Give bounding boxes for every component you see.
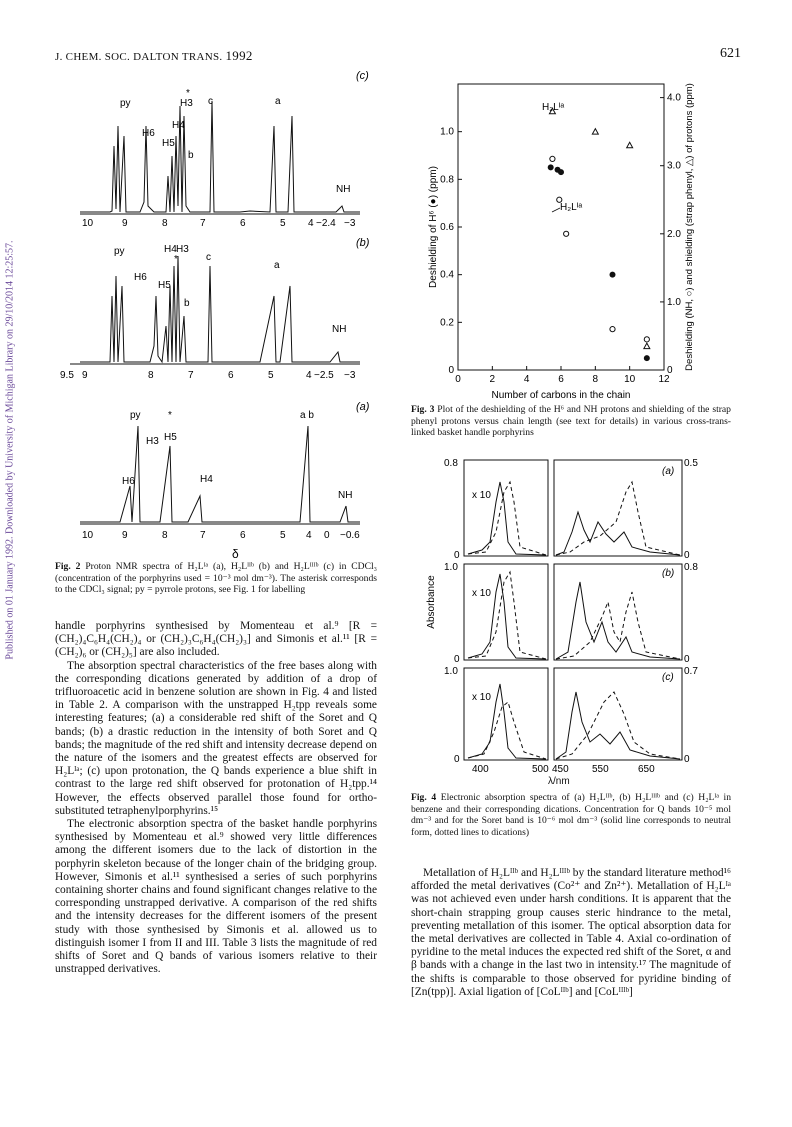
tick-a-5: 5: [280, 530, 286, 541]
fig3-xlabel: Number of carbons in the chain: [491, 390, 631, 398]
label-star-b: *: [174, 254, 178, 265]
fig3-ytick-label: 0.6: [440, 222, 454, 233]
fig3-point-nh: [550, 156, 555, 161]
tick-c-1: 9: [122, 218, 128, 229]
label-nh-b: NH: [332, 324, 347, 335]
running-header: [55, 48, 253, 64]
fig3-annotation-leader: [552, 208, 560, 212]
fig4-b-soret-dication: [468, 572, 546, 659]
label-star-c: *: [186, 88, 190, 99]
fig4-b-left-top: 1.0: [444, 562, 458, 573]
page-number: 621: [720, 46, 741, 61]
tick-c-2: 8: [162, 218, 168, 229]
fig4-xtick-550: 550: [592, 764, 609, 772]
panel-b-tag: (b): [356, 237, 370, 249]
fig3-point-strap-phenyl: [592, 129, 598, 135]
fig3-annotation-2: H₂Lᴵᵃ: [560, 202, 583, 213]
fig4-a-q-dication: [556, 482, 680, 555]
fig4-xtick-650: 650: [638, 764, 655, 772]
label-nh-a: NH: [338, 490, 353, 501]
panel-c-tag: (c): [356, 70, 369, 82]
fig4-xtick-400: 400: [472, 764, 489, 772]
spectrum-a: [80, 426, 360, 522]
fig4-ylabel: Absorbance: [426, 575, 437, 629]
fig4-b-left-bottom: 0: [454, 654, 460, 665]
fig3-point-nh: [610, 327, 615, 332]
label-h6-a: H6: [122, 476, 135, 487]
fig4-frame-a-left: [464, 460, 548, 556]
fig3-xtick-label: 10: [624, 374, 636, 385]
label-b-c: b: [188, 150, 194, 161]
tick-a-2: 8: [162, 530, 168, 541]
tick-b-3: 7: [188, 370, 194, 381]
label-h4-c: H4: [172, 120, 185, 131]
tick-b-8: −3: [344, 370, 356, 381]
journal-year: 1992: [225, 48, 253, 63]
fig3-y2tick-label: 3.0: [667, 160, 681, 172]
fig3-point-strap-phenyl: [644, 343, 650, 349]
label-ab-a: a b: [300, 410, 314, 421]
label-py-a: py: [130, 410, 141, 421]
journal-name: J. CHEM. SOC. DALTON TRANS.: [55, 51, 223, 63]
fig2-caption-text: Proton NMR spectra of H₂Lᴵᵃ (a), H₂Lᴵᴵᵇ (b) and H₂Lᴵᴵᴵᵇ (c) in CDCl₃ (concentration of the porphyrins used = 10⁻³ mol dm⁻³). The asterisk corresponds to the CDCl₃ signal; py = pyrrole protons, see Fig. 1 for labelling: [55, 561, 377, 596]
tick-c-3: 7: [200, 218, 206, 229]
fig3-y2tick-label: 4.0: [667, 92, 681, 104]
tick-c-5: 5: [280, 218, 286, 229]
provenance-text: Published on 01 January 1992. Downloaded by University of Michigan Library on 29/10/2014 12:25:57.: [4, 240, 16, 660]
fig4-c-left-bottom: 0: [454, 754, 460, 765]
fig4-c-right-top: 0.7: [684, 666, 698, 677]
label-nh-c: NH: [336, 184, 351, 195]
label-c-b: c: [206, 252, 211, 263]
fig3-xtick-label: 12: [658, 374, 670, 385]
fig3-xtick-label: 4: [523, 374, 530, 385]
fig3-ytick-label: 0.2: [440, 317, 454, 329]
fig4-xlabel: λ/nm: [548, 776, 570, 787]
label-a-c: a: [275, 96, 281, 107]
fig3-y2tick-label: 1.0: [667, 296, 681, 308]
panel-a-tag: (a): [356, 401, 370, 413]
fig3-point-h6: [610, 272, 616, 278]
label-star-a: *: [168, 410, 172, 421]
fig4-caption-label: Fig. 4: [411, 792, 437, 803]
fig4-a-left-bottom: 0: [454, 550, 460, 561]
right-paragraph-1: Metallation of H₂Lᴵᴵᵇ and H₂Lᴵᴵᴵᵇ by the standard literature method¹⁶ afforded the metal derivatives (Co²⁺ and Zn²⁺). Metallation of H₂Lᴵᵃ was not achieved even under harsh conditions. It is apparent that the short-chain strapping group causes steric hindrance to the metal, preventing metallation of this isomer. The optical absorption data for the metal derivatives are collected in Table 4. Axial co-ordination of pyridine to the metal induces the expected red shift of the Soret, α and β bands with a change in the last two in intensity.¹⁷ The magnitude of the shifts is comparable to those observed for pyridine binding of [Zn(tpp)]. Axial ligation of [CoLᴵᴵᵇ] and [CoLᴵᴵᴵᵇ]: [411, 867, 731, 998]
fig3-point-h6: [644, 355, 650, 361]
tick-b-7: −2.5: [314, 370, 334, 381]
right-body-text: [411, 867, 731, 999]
fig3-caption-label: Fig. 3: [411, 404, 435, 415]
fig3-xtick-label: 2: [489, 374, 496, 385]
fig3-xtick-label: 6: [558, 374, 564, 385]
tick-a-7: 0: [324, 530, 330, 541]
fig4-c-factor: x 10: [472, 692, 491, 703]
fig3-ytick-label: 1.0: [440, 126, 454, 138]
delta-axis-label: δ: [232, 547, 239, 561]
fig3-y2tick-label: 0: [667, 365, 673, 376]
label-py-c: py: [120, 98, 131, 109]
tick-b-5: 5: [268, 370, 274, 381]
label-h4-a: H4: [200, 474, 213, 485]
fig4-c-right-bottom: 0: [684, 754, 690, 765]
provenance-note: [3, 150, 17, 750]
tick-c-6: 4: [308, 218, 314, 229]
fig3-xtick-label: 8: [592, 374, 599, 385]
tick-b-6: 4: [306, 370, 312, 381]
fig3-point-strap-phenyl: [627, 142, 633, 148]
label-h6-c: H6: [142, 128, 155, 139]
fig4-c-left-top: 1.0: [444, 666, 458, 677]
fig4-frame-c-left: [464, 668, 548, 760]
fig4-b-q-neutral: [556, 582, 680, 659]
fig3-point-h6: [548, 164, 554, 170]
label-h5-b: H5: [158, 280, 171, 291]
fig4-xtick-450: 450: [552, 764, 569, 772]
fig4-a-tag: (a): [662, 466, 675, 477]
label-h6-b: H6: [134, 272, 147, 283]
fig3-scatter-chart: [420, 80, 712, 398]
fig4-b-factor: x 10: [472, 588, 491, 599]
label-a-b: a: [274, 260, 280, 271]
tick-a-6: 4: [306, 530, 312, 541]
fig3-y2tick-label: 2.0: [667, 228, 681, 240]
label-h3-a: H3: [146, 436, 159, 447]
tick-b-2: 8: [148, 370, 154, 381]
fig4-b-tag: (b): [662, 568, 675, 579]
fig4-xtick-500: 500: [532, 764, 549, 772]
label-h3-b: H3: [176, 244, 189, 255]
fig2-caption: [55, 561, 377, 596]
spectrum-b: [80, 256, 360, 362]
left-paragraph-3: The electronic absorption spectra of the basket handle porphyrins synthesised by Momenteau et al.⁹ showed very little differences among the different isomers due to the lack of distortion in the porphyrin skeleton because of the longer chain of the bridging group. However, Simonis et al.¹¹ synthesised a series of such porphyrins containing shorter chains and found significant changes relative to the corresponding unstrapped derivative. A comparison of the red shifts and the intensity decreases for the different isomers of the present study with those synthesised by Simonis et al. allowed us to distinguish isomer I from II and III. Table 3 lists the magnitude of red shifts of Soret and Q bands of various isomers relative to their unstrapped derivatives.: [55, 818, 377, 976]
label-b-b: b: [184, 298, 190, 309]
fig2-caption-label: Fig. 2: [55, 561, 81, 572]
label-c-c: c: [208, 96, 213, 107]
fig4-b-right-top: 0.8: [684, 562, 698, 573]
fig3-ytick-label: 0.8: [440, 174, 454, 186]
tick-c-0: 10: [82, 218, 94, 229]
tick-b-1: 9: [82, 370, 88, 381]
fig3-ytick-label: 0: [448, 365, 454, 376]
label-py-b: py: [114, 246, 125, 257]
tick-c-4: 6: [240, 218, 246, 229]
spectrum-c: [80, 101, 360, 212]
label-h4-b: H4: [164, 244, 177, 255]
left-paragraph-1: handle porphyrins synthesised by Momenteau et al.⁹ [R = (CH₂)₄C₆H₄(CH₂)₄ or (CH₂)₃C₆H₄(CH₂)₃] and Simonis et al.¹¹ [R = (CH₂)₆ or (CH₂)₅] are also included.: [55, 620, 377, 659]
tick-a-8: −0.6: [340, 530, 360, 541]
fig4-a-q-neutral: [556, 512, 680, 555]
fig3-caption-text: Plot of the deshielding of the H⁶ and NH protons and shielding of the strap phenyl protons versus chain length (see text for details) in various cross-trans-linked basket handle porphyrins: [411, 404, 731, 439]
fig3-ytick-label: 0.4: [440, 269, 454, 281]
fig4-caption: [411, 792, 731, 838]
fig4-absorption-chart: [420, 452, 712, 772]
fig2-nmr-spectra: [60, 66, 380, 566]
fig3-caption: [411, 404, 731, 439]
tick-b-0: 9.5: [60, 370, 74, 381]
fig3-xtick-label: 0: [455, 374, 461, 385]
tick-c-7: −2.4: [316, 218, 336, 229]
fig3-annotation-1: H₂Lᴵᵃ: [542, 102, 565, 113]
label-h5-a: H5: [164, 432, 177, 443]
fig4-a-right-bottom: 0: [684, 550, 690, 561]
fig4-c-soret-dication: [468, 702, 546, 759]
fig3-ylabel: Deshielding of H⁶ (●) (ppm): [428, 166, 439, 288]
tick-a-1: 9: [122, 530, 128, 541]
fig4-b-right-bottom: 0: [684, 654, 690, 665]
left-body-text: [55, 620, 377, 976]
fig3-point-h6: [558, 169, 564, 175]
left-paragraph-2: The absorption spectral characteristics of the free bases along with the corresponding dications generated by addition of a drop of trifluoroacetic acid in benzene solution are shown in Fig. 4 and listed in Table 2. A comparison with the unstrapped H₂tpp reveals some interesting features; (a) a considerable red shift of the Soret and Q bands; (b) a drastic reduction in the intensity of both Soret and Q bands; the magnitude of the red shift and intensity decrease depend on the nature of the isomers and the greatest effects are observed for H₂Lᴵᵃ; (c) upon protonation, the Q bands experience a blue shift in contrast to the large red shift observed for protonation of H₂tpp.¹⁴ However, the effects observed parallel those found for ortho-substituted tetraphenylporphyrins.¹⁵: [55, 659, 377, 817]
tick-c-8: −3: [344, 218, 356, 229]
fig4-a-right-top: 0.5: [684, 458, 698, 469]
tick-a-0: 10: [82, 530, 94, 541]
fig4-caption-text: Electronic absorption spectra of (a) H₂Lᴵᴵᵇ, (b) H₂Lᴵᴵᴵᵇ and (c) H₂Lᴵᵃ in benzene and their corresponding dications. Concentration for Q bands 10⁻⁵ mol dm⁻³ and for the Soret band is 10⁻⁶ mol dm⁻³ (solid line corresponds to neutral form, dotted lines to dications): [411, 792, 732, 838]
fig4-a-left-top: 0.8: [444, 458, 458, 469]
label-h3-c: H3: [180, 98, 193, 109]
tick-a-3: 7: [200, 530, 206, 541]
fig3-point-nh: [564, 231, 569, 236]
tick-a-4: 6: [240, 530, 246, 541]
tick-b-4: 6: [228, 370, 234, 381]
fig3-point-nh: [644, 337, 649, 342]
fig4-b-soret-neutral: [468, 574, 546, 659]
fig4-c-tag: (c): [662, 672, 674, 683]
label-h5-c: H5: [162, 138, 175, 149]
fig4-c-q-neutral: [556, 692, 680, 759]
fig3-y2label: Deshielding (NH, ○) and shielding (strap phenyl, △) of protons (ppm): [684, 83, 695, 371]
fig4-a-factor: x 10: [472, 490, 491, 501]
fig3-plot-frame: [458, 84, 664, 370]
fig4-c-q-dication: [556, 692, 680, 759]
